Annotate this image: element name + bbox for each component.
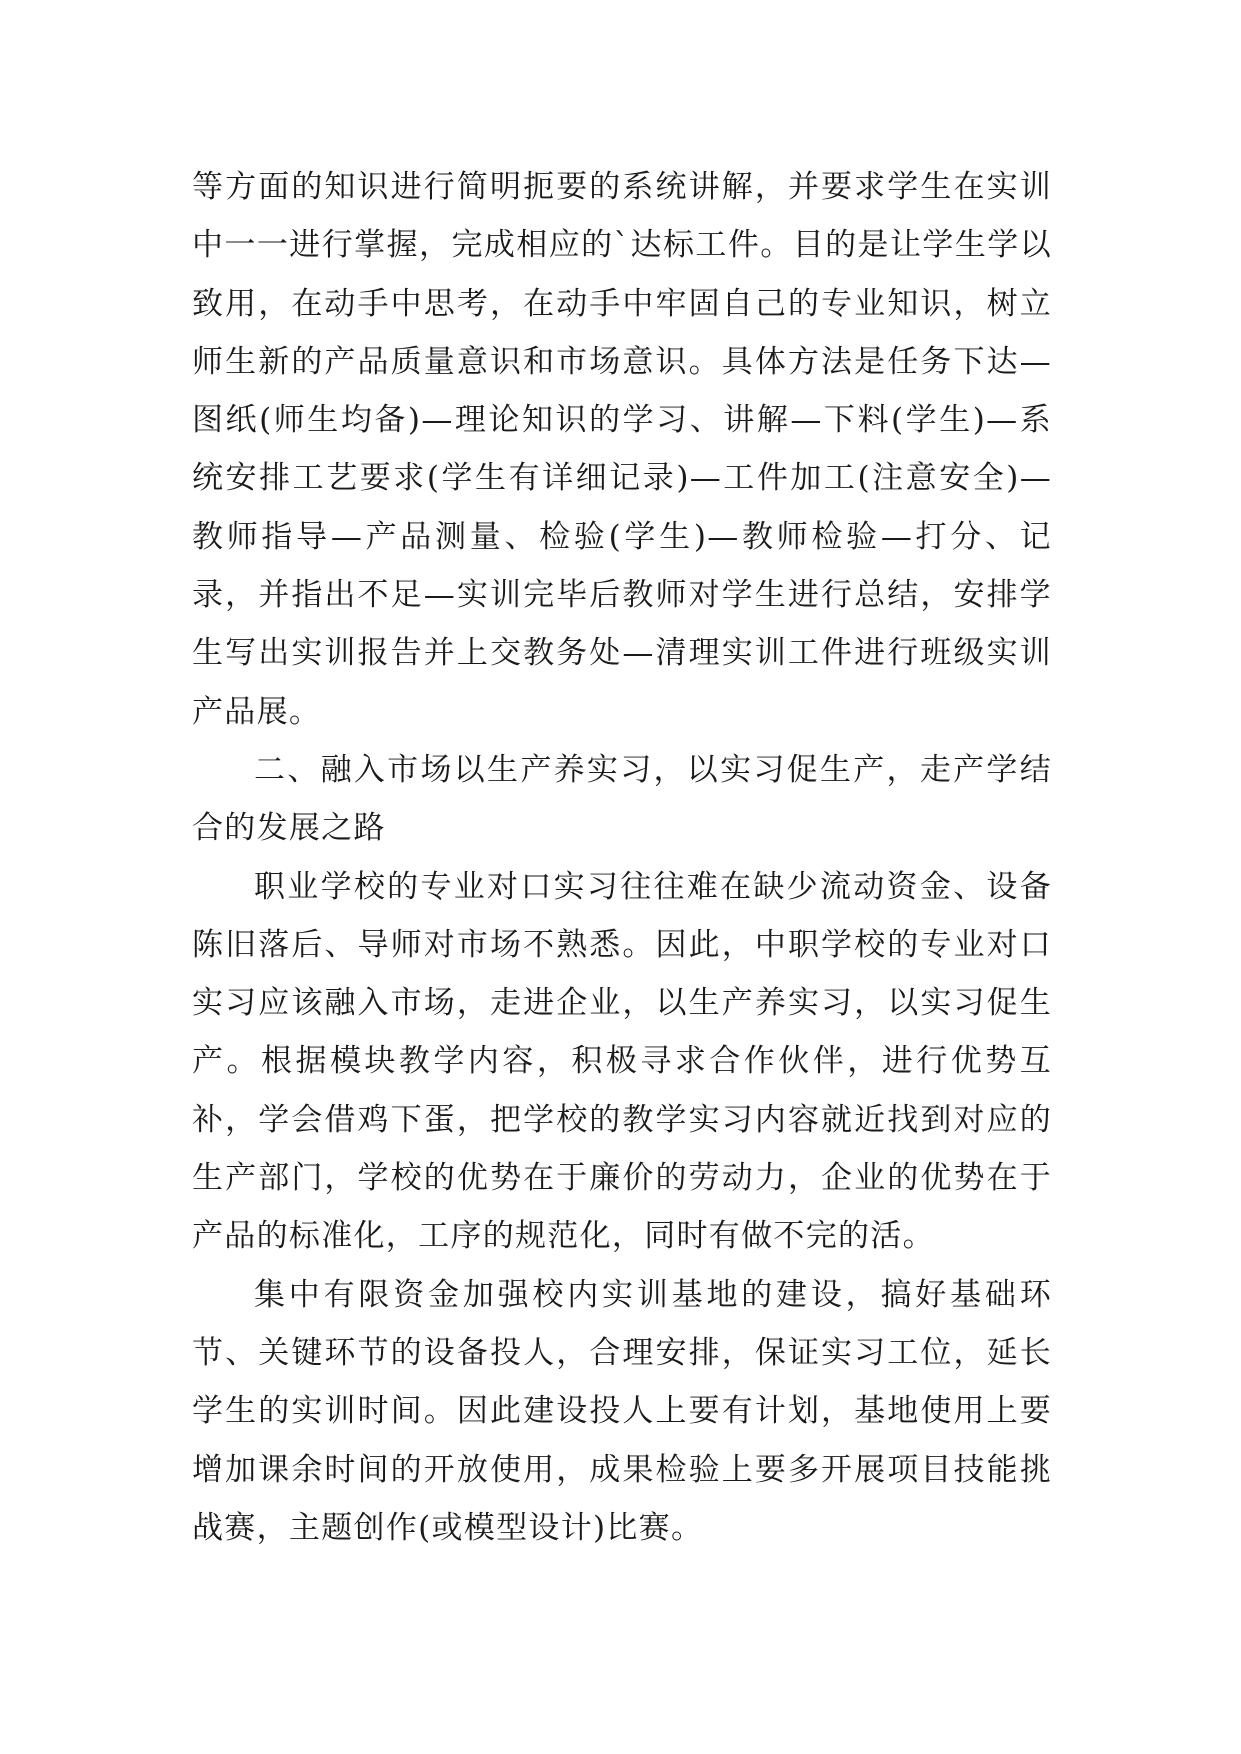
paragraph-vocational-internship: 职业学校的专业对口实习往往难在缺少流动资金、设备陈旧落后、导师对市场不熟悉。因此，中职学校的专业对口实习应该融入市场，走进企业，以生产养实习，以实习促生产。根据模块教学内容，积极寻求合作伙伴，进行优势互补，学会借鸡下蛋，把学校的教学实习内容就近找到对应的生产部门，学校的优势在于廉价的劳动力，企业的优势在于产品的标准化，工序的规范化，同时有做不完的活。: [192, 868, 1052, 1255]
document-body: [192, 158, 1052, 1557]
paragraph-training-method: 等方面的知识进行简明扼要的系统讲解，并要求学生在实训中一一进行掌握，完成相应的`达标工件。目的是让学生学以致用，在动手中思考，在动手中牢固自己的专业知识，树立师生新的产品质量意识和市场意识。具体方法是任务下达—图纸(师生均备)—理论知识的学习、讲解—下料(学生)—系统安排工艺要求(学生有详细记录)—工件加工(注意安全)—教师指导—产品测量、检验(学生)—教师检验—打分、记录，并指出不足—实训完毕后教师对学生进行总结，安排学生写出实训报告并上交教务处—清理实训工件进行班级实训产品展。: [192, 169, 1052, 730]
paragraph-training-base: 集中有限资金加强校内实训基地的建设，搞好基础环节、关键环节的设备投人，合理安排，保证实习工位，延长学生的实训时间。因此建设投人上要有计划，基地使用上要增加课余时间的开放使用，成果检验上要多开展项目技能挑战赛，主题创作(或模型设计)比赛。: [192, 1276, 1052, 1546]
section-heading-market-integration: 二、融入市场以生产养实习，以实习促生产，走产学结合的发展之路: [192, 751, 1052, 847]
